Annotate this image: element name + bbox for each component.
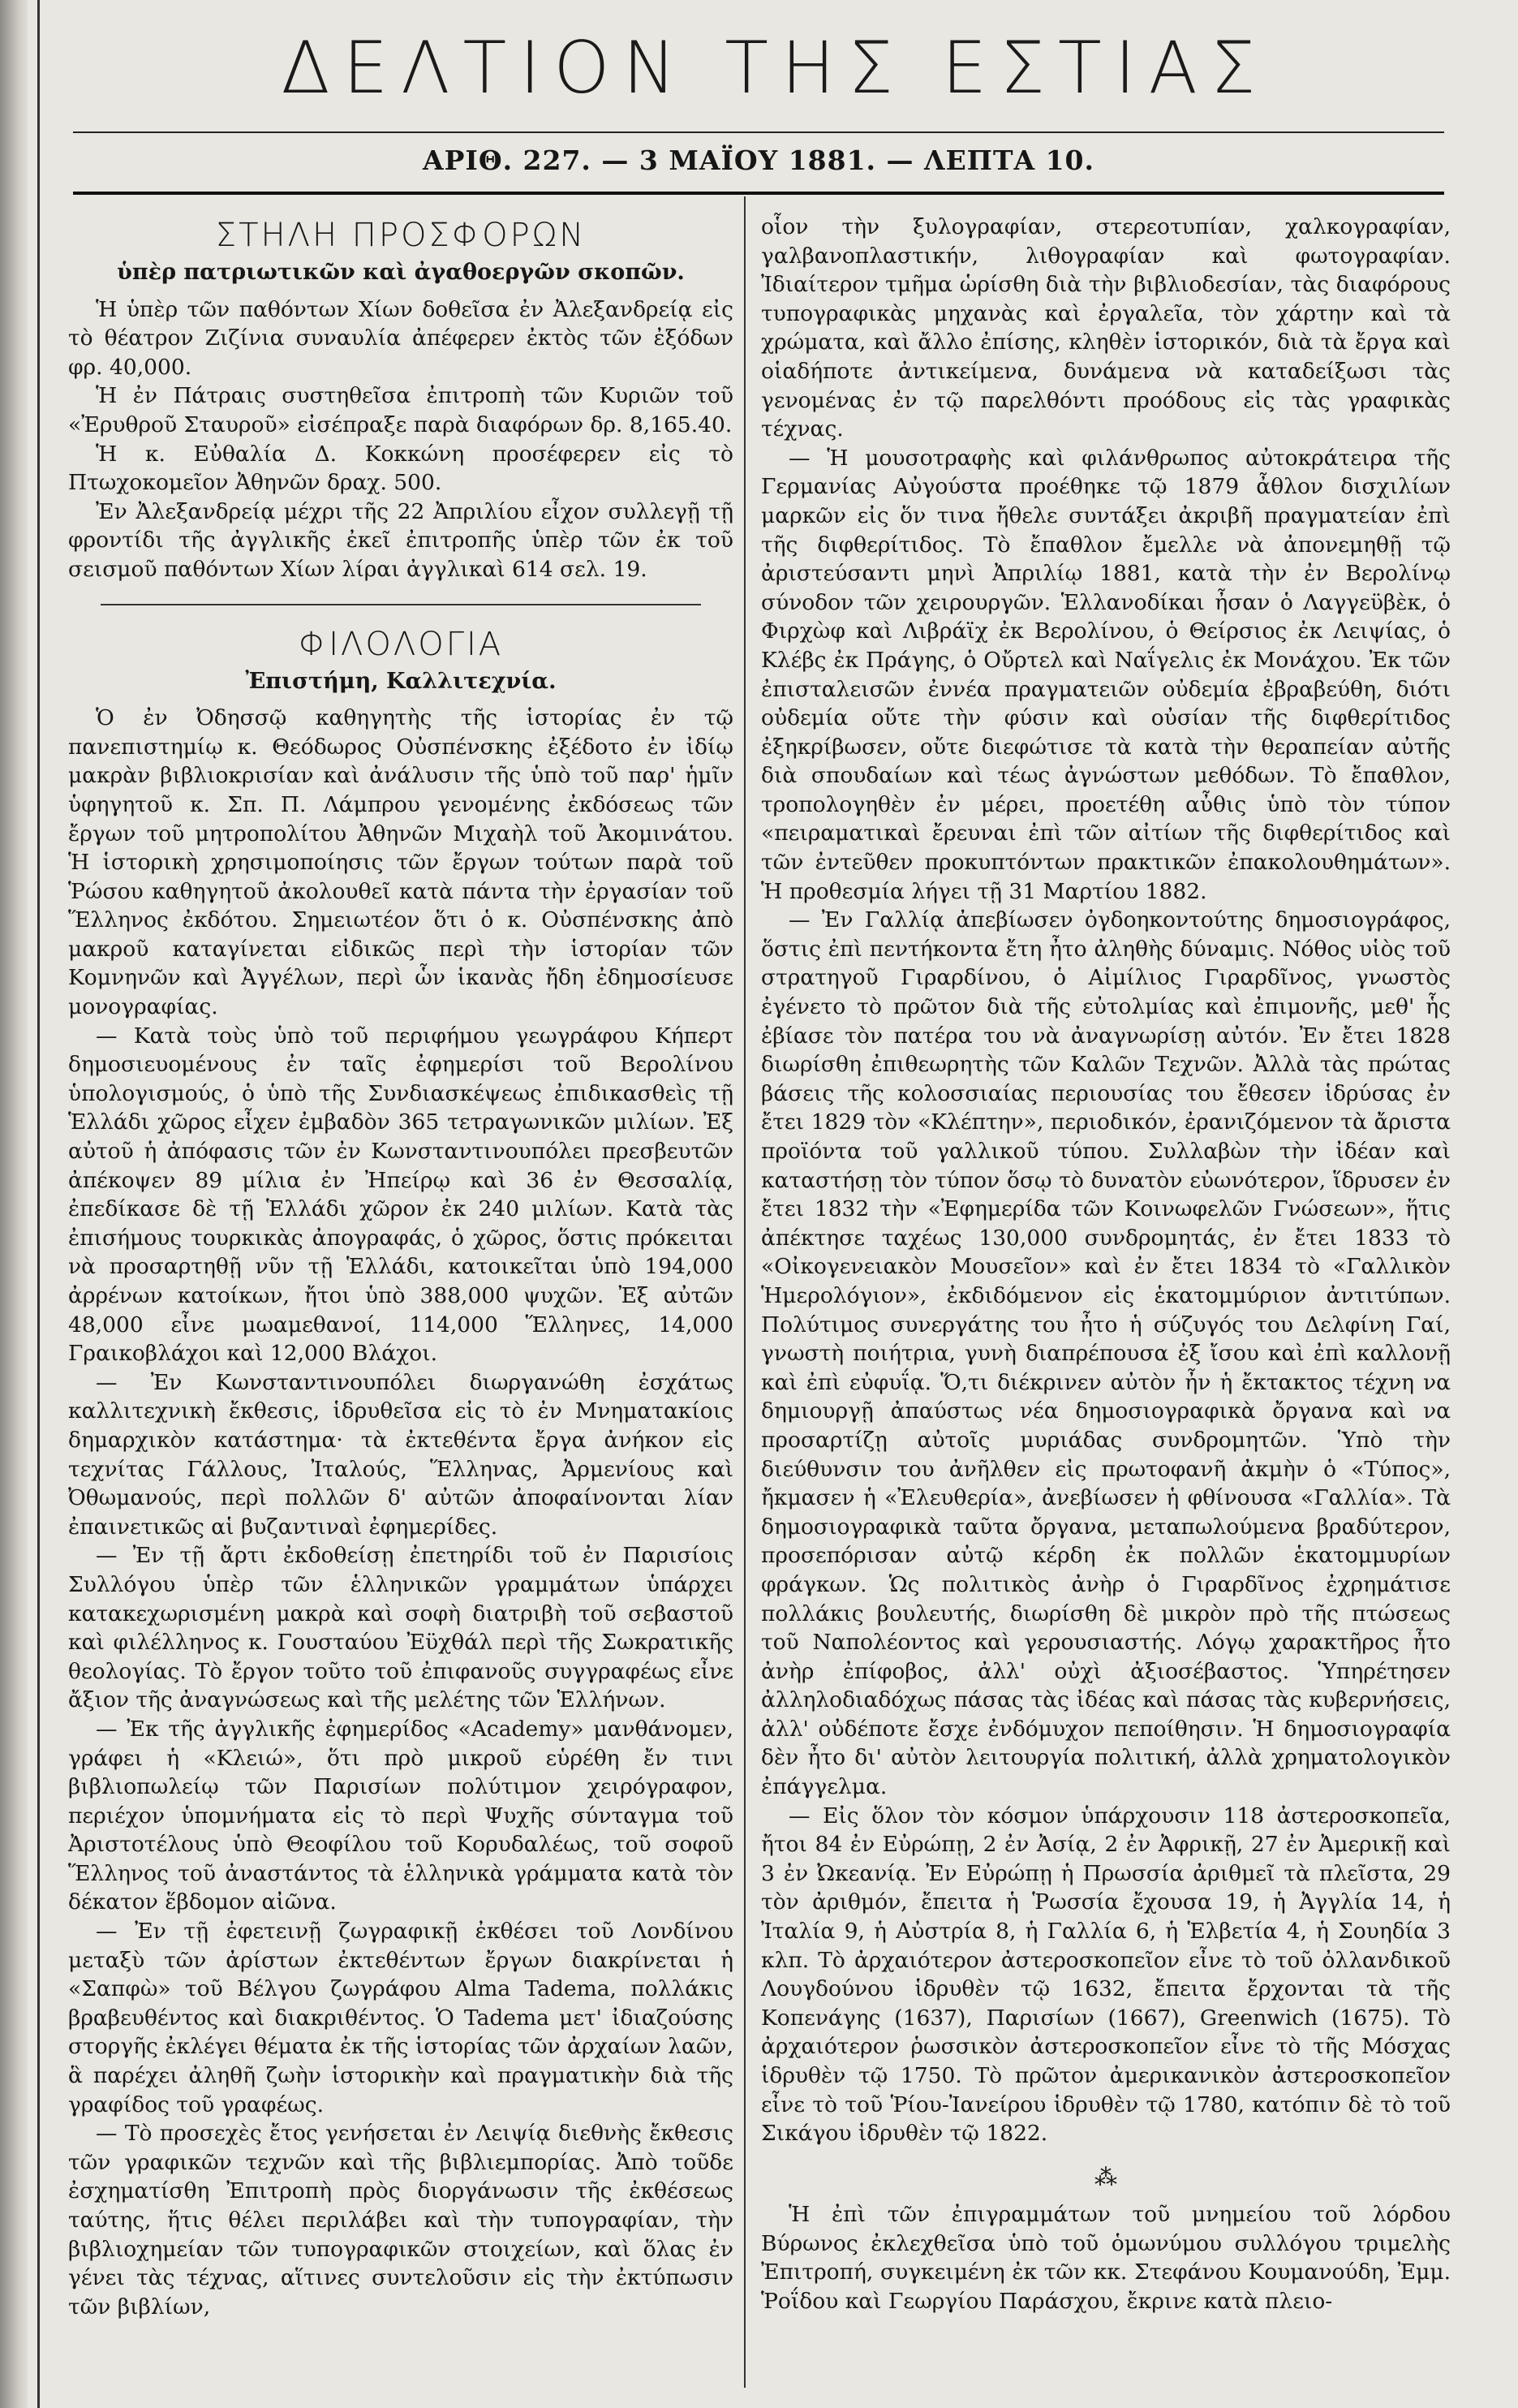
article-paragraph: — Ἐν τῇ ἐφετεινῇ ζωγραφικῇ ἐκθέσει τοῦ Λονδίνου μεταξὺ τῶν ἀρίστων ἐκτεθέντων ἔργων διακρίνεται ἡ «Σαπφὼ» τοῦ Βέλγου ζωγράφου Alma Tadema, πολλάκις βραβευθέντος καὶ διακριθέντος. Ὁ Tadema μετ' ἰδιαζούσης στοργῆς ἐκλέγει θέματα ἐκ τῆς ἱστορίας τῶν ἀρχαίων λαῶν, ἃ παρέχει ἀληθῆ ζωὴν ἱστορικὴν καὶ πραγματικὴν διὰ τῆς γραφίδος τοῦ γραφέως.: [68, 1919, 733, 2117]
article-paragraph: — Τὸ προσεχὲς ἔτος γενήσεται ἐν Λειψίᾳ διεθνὴς ἔκθεσις τῶν γραφικῶν τεχνῶν καὶ τῆς βιβλιεμπορίας. Ἀπὸ τοῦδε ἐσχηματίσθη Ἐπιτροπὴ πρὸς διοργάνωσιν τῆς ἐκθέσεως ταύτης, ἥτις θέλει περιλάβει καὶ τὴν τυπογραφίαν, τὴν βιβλιοχημείαν τῶν τυπογραφικῶν στοιχείων, καὶ ὅλας ἐν γένει τὰς τέχνας, αἵτινες συντελοῦσιν εἰς τὴν ἐκτύπωσιν τῶν βιβλίων,: [68, 2121, 733, 2320]
right-column: [761, 213, 1451, 2316]
article-paragraph: Ἡ ὑπὲρ τῶν παθόντων Χίων δοθεῖσα ἐν Ἀλεξανδρείᾳ εἰς τὸ θέατρον Ζιζίνια συναυλία ἀπέφερεν ἐκτὸς τῶν ἐξόδων φρ. 40,000.: [68, 296, 733, 380]
left-column: [68, 213, 733, 2321]
article-paragraph: Ἡ κ. Εὐθαλία Δ. Κοκκώνη προσέφερεν εἰς τὸ Πτωχοκομεῖον Ἀθηνῶν δραχ. 500.: [68, 441, 733, 496]
article-paragraph: Ἐν Ἀλεξανδρείᾳ μέχρι τῆς 22 Ἀπριλίου εἶχον συλλεγῇ τῇ φροντίδι τῆς ἀγγλικῆς ἐκεῖ ἐπιτροπῆς ὑπὲρ τῶν ἐκ τοῦ σεισμοῦ παθόντων Χίων λίραι ἀγγλικαὶ 614 σελ. 19.: [68, 498, 733, 582]
section-subtitle-offers: ὑπὲρ πατριωτικῶν καὶ ἀγαθοεργῶν σκοπῶν.: [117, 260, 685, 285]
article-paragraph: — Ἡ μουσοτραφὴς καὶ φιλάνθρωπος αὐτοκράτειρα τῆς Γερμανίας Αὐγούστα προέθηκε τῷ 1879 ἆθλον δισχιλίων μαρκῶν εἰς ὅν τινα ἤθελε συντάξει ἀκριβῆ πραγματείαν ἐπὶ τῆς διφθερίτιδος. Τὸ ἔπαθλον ἔμελλε νὰ ἀπονεμηθῇ τῷ ἀριστεύσαντι μηνὶ Ἀπριλίῳ 1881, κατὰ τὴν ἐν Βερολίνῳ σύνοδον τῶν χειρουργῶν. Ἑλλανοδίκαι ἦσαν ὁ Λαγγεϋβὲκ, ὁ Φιρχὼφ καὶ Λιβράϊχ ἐκ Βερολίνου, ὁ Θείρσιος ἐκ Λειψίας, ὁ Κλέβς ἐκ Πράγης, ὁ Οὔρτελ καὶ Ναΐγελις ἐκ Μονάχου. Ἐκ τῶν ἐπισταλεισῶν ἐννέα πραγματειῶν οὐδεμία ἐβραβεύθη, διότι οὐδεμία οὔτε τὴν φύσιν καὶ οὐσίαν τῆς διφθερίτιδος ἐξηκρίβωσεν, οὔτε διεφώτισε τὰ κατὰ τὴν θεραπείαν αὐτῆς διὰ σπουδαίων καὶ τέως ἀγνώστων μεθόδων. Τὸ ἔπαθλον, τροπολογηθὲν ἐν μέρει, προετέθη αὖθις ὑπὸ τὸν τύπον «πειραματικαὶ ἔρευναι ἐπὶ τῶν αἰτίων τῆς διφθερίτιδος καὶ τῶν ἐντεῦθεν προκυπτόντων πρακτικῶν ἐπακολουθημάτων». Ἡ προθεσμία λήγει τῇ 31 Μαρτίου 1882.: [761, 445, 1451, 904]
section-title-philology: ΦΙΛΟΛΟΓΙΑ: [298, 625, 504, 663]
asterism-separator: ⁂: [1094, 2163, 1117, 2190]
masthead-rule-top: [73, 131, 1444, 133]
article-paragraph: — Ἐν Κωνσταντινουπόλει διωργανώθη ἐσχάτως καλλιτεχνικὴ ἔκθεσις, ἱδρυθεῖσα εἰς τὸ ἐν Μνηματακίοις δημαρχικὸν κατάστημα· τὰ ἐκτεθέντα ἔργα ἀνήκον εἰς τεχνίτας Γάλλους, Ἰταλούς, Ἕλληνας, Ἀρμενίους καὶ Ὀθωμανούς, περὶ πολλῶν δ' αὐτῶν ἀποφαίνονται λίαν ἐπαινετικῶς αἱ βυζαντιναὶ ἐφημερίδες.: [68, 1369, 733, 1540]
dateline: ΑΡΙΘ. 227. — 3 ΜΑΪΟΥ 1881. — ΛΕΠΤΑ 10.: [422, 144, 1095, 176]
page-edge: [0, 0, 28, 2408]
page-edge-line: [37, 0, 40, 2408]
article-paragraph: — Ἐκ τῆς ἀγγλικῆς ἐφημερίδος «Academy» μανθάνομεν, γράφει ἡ «Κλειώ», ὅτι πρὸ μικροῦ εὑρέθη ἔν τινι βιβλιοπωλείῳ τῶν Παρισίων πολύτιμον χειρόγραφον, περιέχον ὑπομνήματα εἰς τὸ περὶ Ψυχῆς σύνταγμα τοῦ Ἀριστοτέλους ὑπὸ Θεοφίλου τοῦ Κορυδαλέως, τοῦ σοφοῦ Ἕλληνος τοῦ ἀναστάντος τὰ ἑλληνικὰ γράμματα κατὰ τὸν δέκατον ἕβδομον αἰῶνα.: [68, 1716, 733, 1915]
article-paragraph: — Ἐν Γαλλίᾳ ἀπεβίωσεν ὀγδοηκοντούτης δημοσιογράφος, ὅστις ἐπὶ πεντήκοντα ἔτη ἦτο ἀληθὴς δύναμις. Νόθος υἱὸς τοῦ στρατηγοῦ Γιραρδίνου, ὁ Αἰμίλιος Γιραρδῖνος, γνωστὸς ἐγένετο τὸ πρῶτον διὰ τῆς εὐτολμίας καὶ ἐπιμονῆς, μεθ' ἧς ἐβίασε τὸν πατέρα του νὰ ἀναγνωρίσῃ αὐτόν. Ἐν ἔτει 1828 διωρίσθη ἐπιθεωρητὴς τῶν Καλῶν Τεχνῶν. Ἀλλὰ τὰς πρώτας βάσεις τῆς κολοσσιαίας περιουσίας του ἔθεσεν ἱδρύσας ἐν ἔτει 1829 τὸν «Κλέπτην», περιοδικόν, ἐρανιζόμενον τὰ ἄριστα προϊόντα τοῦ γαλλικοῦ τύπου. Συλλαβὼν τὴν ἰδέαν καὶ καταστήσῃ τὸν τύπον ὅσῳ τὸ δυνατὸν εὐωνότερον, ἵδρυσεν ἐν ἔτει 1832 τὴν «Ἐφημερίδα τῶν Κοινωφελῶν Γνώσεων», ἥτις ἀπέκτησε ταχέως 130,000 συνδρομητάς, ἐν ἔτει 1833 τὸ «Οἰκογενειακὸν Μουσεῖον» καὶ ἐν ἔτει 1834 τὸ «Γαλλικὸν Ἡμερολόγιον», ἐκδιδόμενον εἰς ἑκατομμύριον ἀντιτύπων. Πολύτιμος συνεργάτης του ἦτο ἡ σύζυγός του Δελφίνη Γαί, γνωστὴ ποιήτρια, γυνὴ διαπρέπουσα ἐξ ἴσου καὶ ἐπὶ καλλονῇ καὶ ἐπὶ εὐφυΐᾳ. Ὅ,τι διέκρινεν αὐτὸν ἦν ἡ ἔκτακτος τέχνη να δημιουργῇ ἀπαύστως νέα δημοσιογραφικὰ ὄργανα καὶ να προσαρτίζῃ αὐτοῖς μυριάδας συνδρομητῶν. Ὑπὸ τὴν διεύθυνσιν του ἀνῆλθεν εἰς πρωτοφανῆ ἀκμὴν ὁ «Τύπος», ἤκμασεν ἡ «Ἐλευθερία», ἀνεβίωσεν ἡ φθίνουσα «Γαλλία». Τὰ δημοσιογραφικὰ ταῦτα ὄργανα, μεταπωλούμενα βραδύτερον, προσεπόρισαν αὐτῷ κέρδη ἐκ πολλῶν ἑκατομμυρίων φράγκων. Ὡς πολιτικὸς ἀνὴρ ὁ Γιραρδῖνος ἐχρημάτισε πολλάκις βουλευτής, διωρίσθη δὲ μικρὸν πρὸ τῆς πτώσεως τοῦ Ναπολέοντος καὶ γερουσιαστής. Λόγῳ χαρακτῆρος ἦτο ἀνὴρ ἐπίφοβος, ἀλλ' οὐχὶ ἀξιοσέβαστος. Ὑπηρέτησεν ἀλληλοδιαδόχως πάσας τὰς ἰδέας καὶ πάσας τὰς κυβερνήσεις, ἀλλ' οὐδέποτε ἔσχε ἐνδόμυχον πεποίθησιν. Ἡ δημοσιογραφία δὲν ἦτο δι' αὐτὸν λειτουργία πολιτική, ἀλλὰ χρηματολογικὸν ἐπάγγελμα.: [761, 907, 1451, 1800]
column-divider: [744, 196, 746, 2388]
article-paragraph: — Ἐν τῇ ἄρτι ἐκδοθείσῃ ἐπετηρίδι τοῦ ἐν Παρισίοις Συλλόγου ὑπὲρ τῶν ἑλληνικῶν γραμμάτων ὑπάρχει κατακεχωρισμένη μακρὰ καὶ σοφὴ διατριβὴ τοῦ σεβαστοῦ καὶ φιλέλληνος κ. Γουσταύου Ἐϋχθάλ περὶ τῆς Σωκρατικῆς θεολογίας. Τὸ ἔργον τοῦτο τοῦ ἐπιφανοῦς συγγραφέως εἶνε ἄξιον τῆς ἀναγνώσεως καὶ τῆς μελέτης τῶν Ἑλλήνων.: [68, 1543, 733, 1713]
article-paragraph: οἷον τὴν ξυλογραφίαν, στερεοτυπίαν, χαλκογραφίαν, γαλβανοπλαστικήν, λιθογραφίαν καὶ φωτογραφίαν. Ἰδιαίτερον τμῆμα ὡρίσθη διὰ τὴν βιβλιοδεσίαν, τὰς διαφόρους τυπογραφικὰς μηχανὰς καὶ ἐργαλεῖα, τὸν χάρτην καὶ τὰ χρώματα, καὶ ἄλλο ἐπίσης, κληθὲν ἱστορικόν, διὰ τὰ ἔργα καὶ οἱαδήποτε ἀντικείμενα, δυνάμενα νὰ καταδείξωσι τὰς γενομένας ἐν τῷ παρελθόντι προόδους εἰς τὰς γραφικὰς τέχνας.: [761, 214, 1451, 442]
section-title-offers: ΣΤΗΛΗ ΠΡΟΣΦΟΡΩΝ: [215, 217, 587, 254]
article-paragraph: Ὁ ἐν Ὀδησσῷ καθηγητὴς τῆς ἱστορίας ἐν τῷ πανεπιστημίῳ κ. Θεόδωρος Οὐσπένσκης ἐξέδοτο ἐν ἰδίῳ μακρὰν βιβλιοκρισίαν καὶ ἀνάλυσιν τῆς ὑπὸ τοῦ παρ' ἡμῖν ὑφηγητοῦ κ. Σπ. Π. Λάμπρου γενομένης ἐκδόσεως τῶν ἔργων τοῦ μητροπολίτου Ἀθηνῶν Μιχαὴλ τοῦ Ἀκομινάτου. Ἡ ἱστορικὴ χρησιμοποίησις τῶν ἔργων τούτων παρὰ τοῦ Ῥώσου καθηγητοῦ ἀκολουθεῖ κατὰ πάντα τὴν ἐργασίαν τοῦ Ἕλληνος ἐκδότου. Σημειωτέον ὅτι ὁ κ. Οὐσπένσκης ἀπὸ μακροῦ καταγίνεται εἰδικῶς περὶ τὴν ἱστορίαν τῶν Κομνηνῶν καὶ Ἀγγέλων, περὶ ὧν ἱκανὰς ἤδη ἐδημοσίευσε μονογραφίας.: [68, 705, 733, 1020]
article-paragraph: Ἡ ἐν Πάτραις συστηθεῖσα ἐπιτροπὴ τῶν Κυριῶν τοῦ «Ἐρυθροῦ Σταυροῦ» εἰσέπραξε παρὰ διαφόρων δρ. 8,165.40.: [68, 383, 733, 437]
masthead-title: ΔΕΛΤΙΟΝ ΤΗΣ ΕΣΤΙΑΣ: [281, 26, 1269, 110]
article-paragraph: — Κατὰ τοὺς ὑπὸ τοῦ περιφήμου γεωγράφου Κήπερτ δημοσιευομένους ἐν ταῖς ἐφημερίσι τοῦ Βερολίνου ὑπολογισμούς, ὁ ὑπὸ τῆς Συνδιασκέψεως ἐπιδικασθεὶς τῇ Ἑλλάδι χῶρος εἶχεν ἐμβαδὸν 365 τετραγωνικῶν μιλίων. Ἐξ αὐτοῦ ἡ ἀπόφασις τῶν ἐν Κωνσταντινουπόλει πρεσβευτῶν ἀπέκοψεν 89 μίλια ἐν Ἠπείρῳ καὶ 36 ἐν Θεσσαλίᾳ, ἐπεδίκασε δὲ τῇ Ἑλλάδι χῶρον ἐκ 240 μιλίων. Κατὰ τὰς ἐπισήμους τουρκικὰς ἀπογραφάς, ὁ χῶρος, ὅστις πρόκειται νὰ προσαρτηθῇ νῦν τῇ Ἑλλάδι, κατοικεῖται ὑπὸ 194,000 ἀρρένων κατοίκων, ἤτοι ὑπὸ 388,000 ψυχῶν. Ἐξ αὐτῶν 48,000 εἶνε μωαμεθανοί, 114,000 Ἕλληνες, 14,000 Γραικοβλάχοι καὶ 12,000 Βλάχοι.: [68, 1023, 733, 1367]
masthead-rule-bottom: [73, 192, 1444, 195]
section-separator: [101, 604, 701, 605]
article-paragraph: — Εἰς ὅλον τὸν κόσμον ὑπάρχουσιν 118 ἀστεροσκοπεῖα, ἤτοι 84 ἐν Εὐρώπῃ, 2 ἐν Ἀσίᾳ, 2 ἐν Ἀφρικῇ, 27 ἐν Ἀμερικῇ καὶ 3 ἐν Ὠκεανίᾳ. Ἐν Εὐρώπῃ ἡ Πρωσσία ἀριθμεῖ τὰ πλεῖστα, 29 τὸν ἀριθμόν, ἔπειτα ἡ Ῥωσσία ἔχουσα 19, ἡ Ἀγγλία 14, ἡ Ἰταλία 9, ἡ Αὐστρία 8, ἡ Γαλλία 6, ἡ Ἑλβετία 4, ἡ Σουηδία 3 κλπ. Τὸ ἀρχαιότερον ἀστεροσκοπεῖον εἶνε τὸ τοῦ ὀλλανδικοῦ Λουγδούνου ἱδρυθὲν τῷ 1632, ἔπειτα ἔρχονται τὰ τῆς Κοπενάγης (1637), Παρισίων (1667), Greenwich (1675). Τὸ ἀρχαιότερον ῥωσσικὸν ἀστεροσκοπεῖον εἶνε τὸ τῆς Μόσχας ἱδρυθὲν τῷ 1750. Τὸ πρῶτον ἀμερικανικὸν ἀστεροσκοπεῖον εἶνε τὸ τοῦ Ῥίου-Ἰανείρου ἱδρυθὲν τῷ 1780, κατόπιν δὲ τὸ τοῦ Σικάγου ἱδρυθὲν τῷ 1822.: [761, 1803, 1451, 2147]
article-paragraph: Ἡ ἐπὶ τῶν ἐπιγραμμάτων τοῦ μνημείου τοῦ λόρδου Βύρωνος ἐκλεχθεῖσα ὑπὸ τοῦ ὁμωνύμου συλλόγου τριμελὴς Ἐπιτροπή, συγκειμένη ἐκ τῶν κκ. Στεφάνου Κουμανούδη, Ἐμμ. Ῥοΐδου καὶ Γεωργίου Παράσχου, ἔκρινε κατὰ πλειο-: [761, 2202, 1451, 2314]
section-subtitle-philology: Ἐπιστήμη, Καλλιτεχνία.: [245, 668, 557, 694]
